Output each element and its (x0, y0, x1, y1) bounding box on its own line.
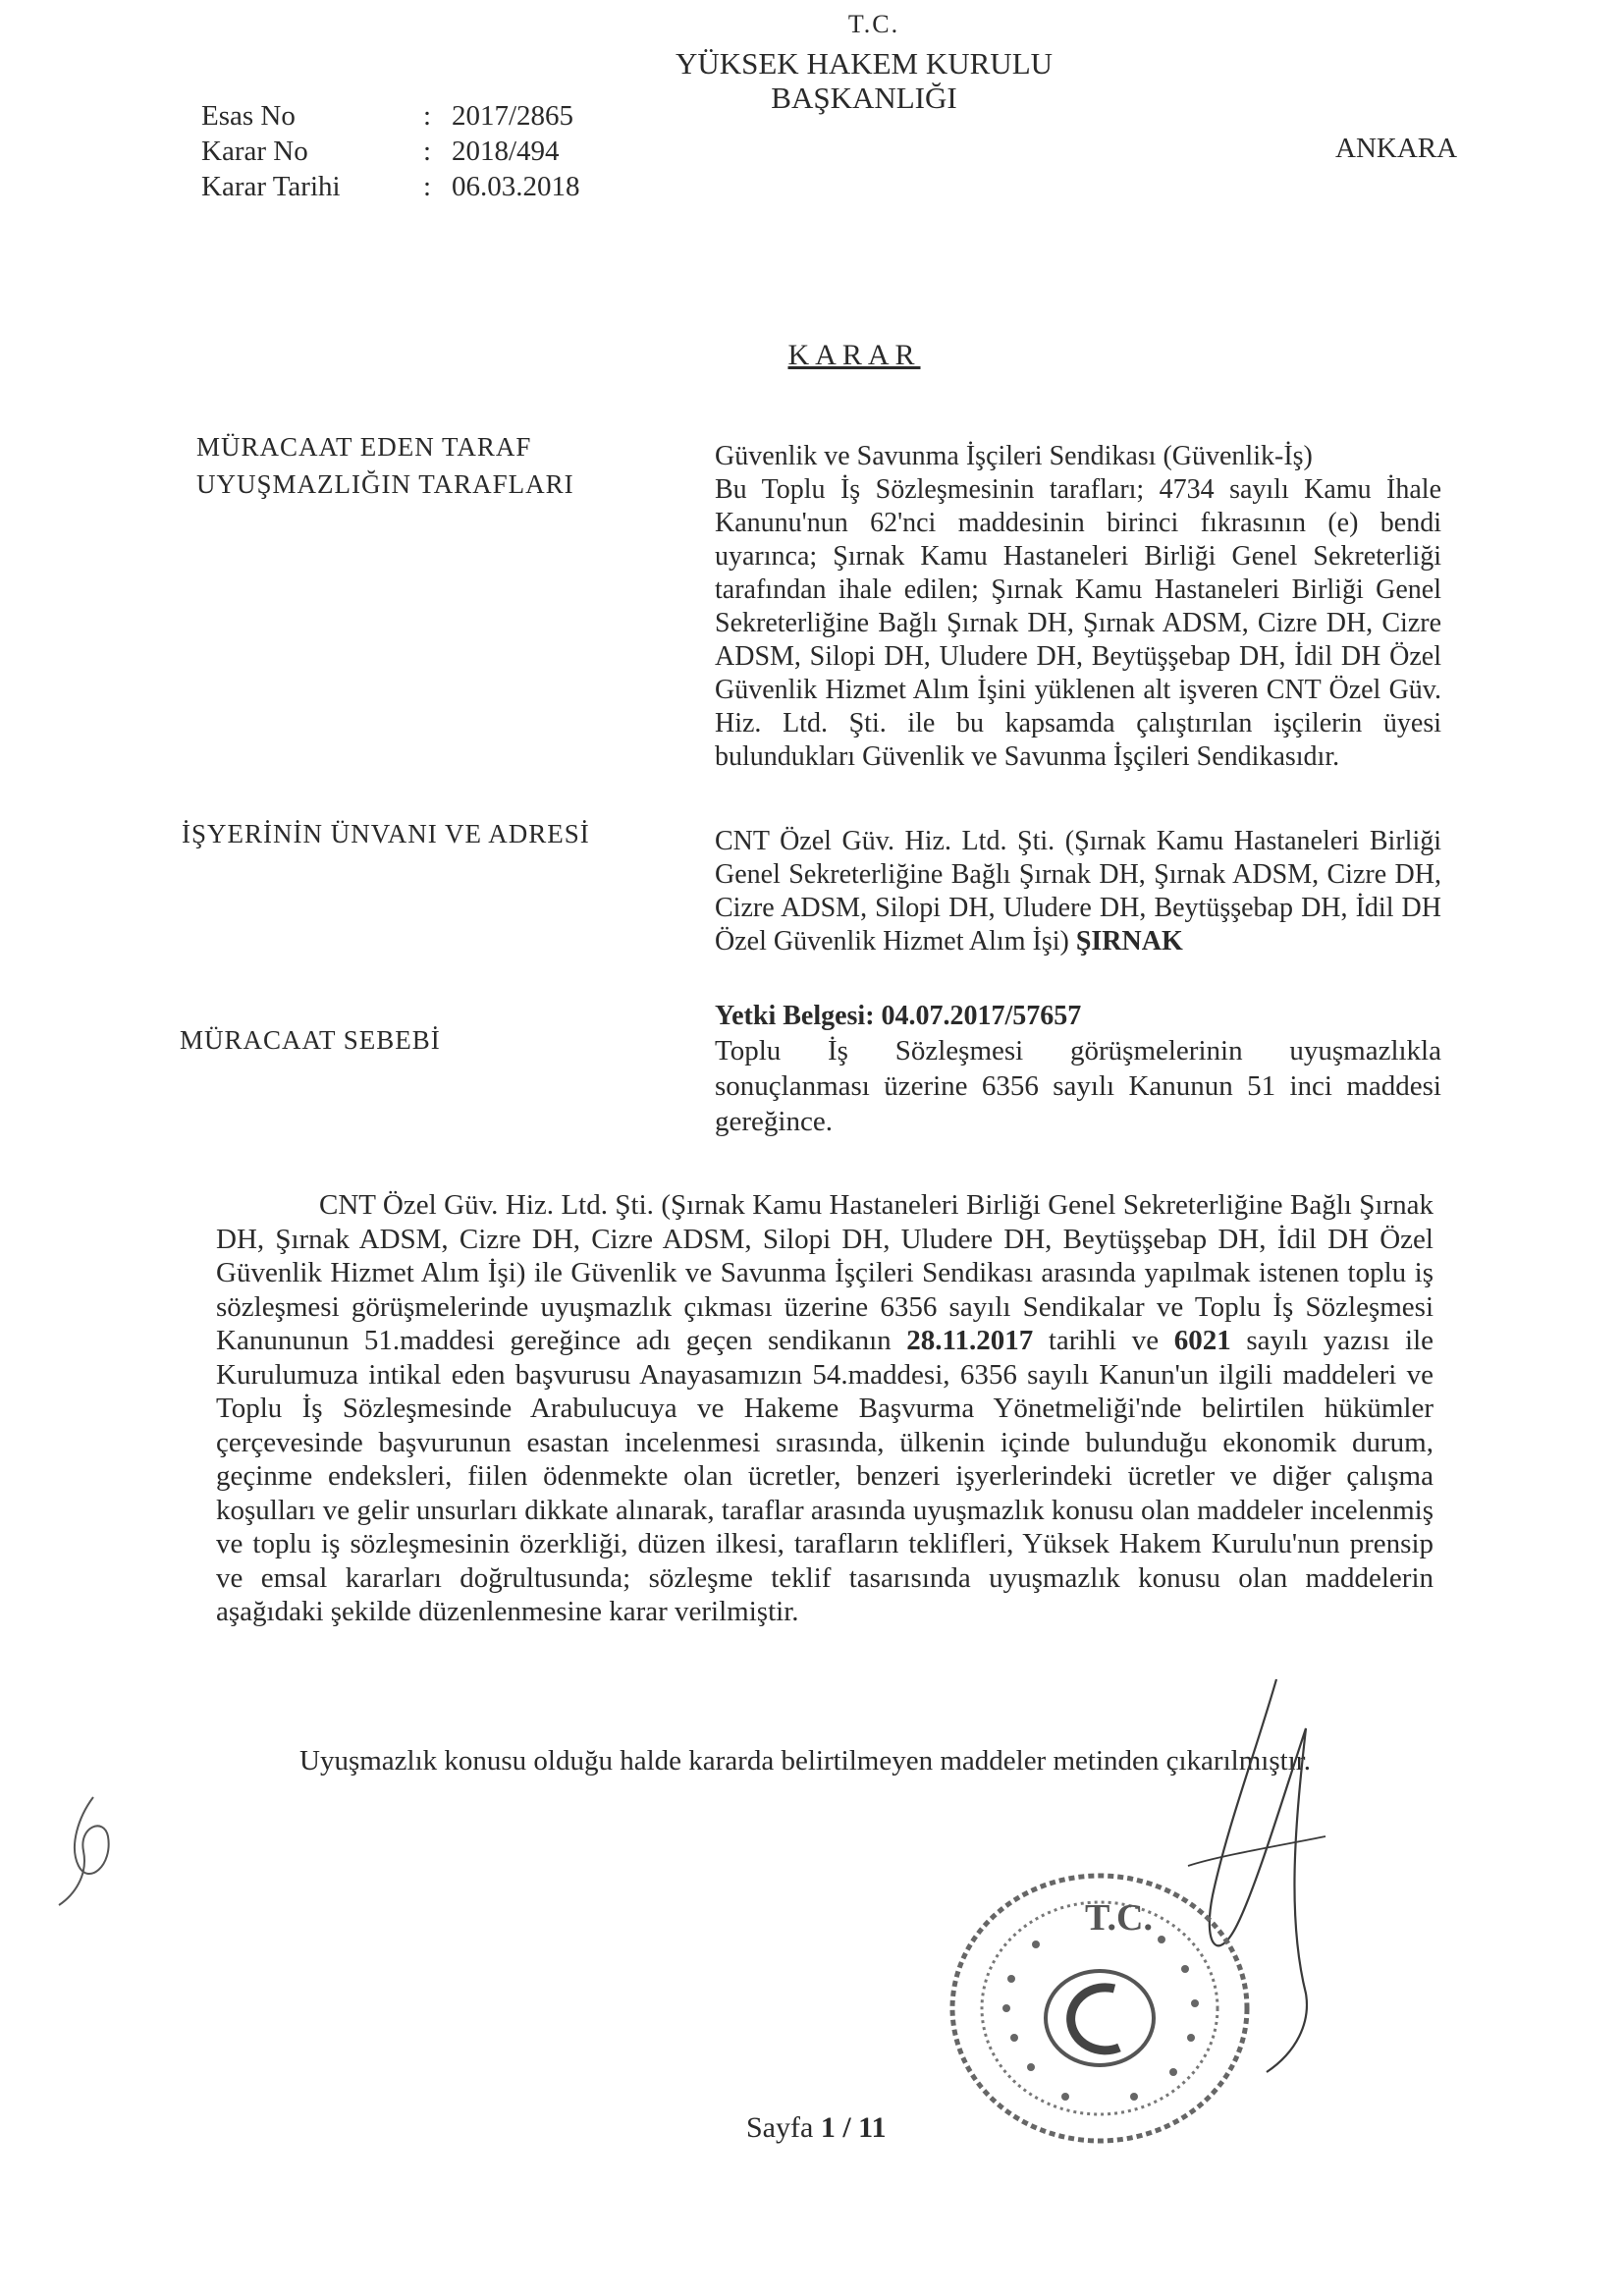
p1-text-c: sayılı yazısı ile Kurulumuza intikal eden başvurusu Anayasamızın 54.maddesi, 6356 sayılı Kanun'un ilgili maddeleri ve Toplu İş Sözleşmesinde Arabulucuya ve Hakeme Başvurma Yönetmeliği'nde belirtilen hükümler çerçevesinde başvurunun esastan incelenmesi sırasında, ülkenin içinde bulunduğu ekonomik durum, geçinme endeksleri, fiilen ödenmekte olan ücretler, benzeri işyerlerindeki ücretler ve diğer çalışma koşulları ve gelir unsurları dikkate alınarak, taraflar arasında uyuşmazlık konusu olan maddeler incelenmiş ve toplu iş sözleşmesinin özerkliği, düzen ilkesi, tarafların teklifleri, Yüksek Hakem Kurulu'nun prensip ve emsal kararları doğrultusunda; sözleşme teklif tasarısında uyuşmazlık konusu olan maddelerin aşağıdaki şekilde düzenlenmesine karar verilmiştir. (216, 1325, 1434, 1627)
tarih-row (201, 169, 580, 204)
colon: : (422, 136, 432, 167)
body-paragraph-1 (216, 1188, 1434, 1629)
isyeri-text: CNT Özel Güv. Hiz. Ltd. Şti. (Şırnak Kamu Hastaneleri Birliği Genel Sekreterliğine Bağlı Şırnak DH, Şırnak ADSM, Cizre DH, Cizre ADSM, Silopi DH, Uludere DH, Beytüşşebap DH, İdil DH Özel Güvenlik Hizmet Alım İşi) (715, 826, 1441, 957)
isyeri-label: İŞYERİNİN ÜNVANI VE ADRESİ (182, 819, 590, 848)
muracaat-eden-label: MÜRACAAT EDEN TARAF (196, 432, 532, 462)
page-current: 1 (820, 2111, 836, 2144)
p1-number: 6021 (1173, 1325, 1231, 1356)
city: ANKARA (1335, 133, 1458, 164)
yetki-belgesi: Yetki Belgesi: 04.07.2017/57657 (715, 1001, 1082, 1031)
taraflar-label: UYUŞMAZLIĞIN TARAFLARI (196, 469, 574, 499)
official-stamp (938, 1861, 1262, 2165)
p1-text-b: tarihli ve (1048, 1325, 1160, 1356)
page-label: Sayfa (746, 2111, 814, 2144)
tarih-label: Karar Tarihi (201, 171, 341, 202)
esas-row (201, 98, 580, 134)
header-tc: T.C. (847, 10, 900, 38)
taraflar-value: Bu Toplu İş Sözleşmesinin tarafları; 4734 sayılı Kamu İhale Kanunu'nun 62'nci maddesinin birinci fıkrasının (e) bendi uyarınca; Şırnak Kamu Hastaneleri Birliği Genel Sekreterliği tarafından ihale edilen; Şırnak Kamu Hastaneleri Birliği Genel Sekreterliğine Bağlı Şırnak DH, Şırnak ADSM, Cizre DH, Cizre ADSM, Silopi DH, Uludere DH, Beytüşşebap DH, İdil DH Özel Güvenlik Hizmet Alım İşini yüklenen alt işveren CNT Özel Güv. Hiz. Ltd. Şti. ile bu kapsamda çalıştırılan işçilerin üyesi bulundukları Güvenlik ve Savunma İşçileri Sendikasıdır. (715, 474, 1441, 772)
tarih-value: 06.03.2018 (452, 171, 580, 202)
page-total: 11 (858, 2111, 887, 2144)
p1-date: 28.11.2017 (906, 1325, 1034, 1356)
stamp-text: T.C. (1085, 1897, 1153, 1939)
sebep-value: Toplu İş Sözleşmesi görüşmelerinin uyuşmazlıkla sonuçlanması üzerine 6356 sayılı Kanunun 51 inci maddesi gereğince. (715, 1035, 1441, 1137)
esas-label: Esas No (201, 100, 296, 132)
karar-row (201, 134, 580, 169)
body-paragraph-2: Uyuşmazlık konusu olduğu halde kararda belirtilmeyen maddeler metinden çıkarılmıştır. (299, 1745, 1312, 1777)
karar-value: 2018/494 (452, 136, 560, 167)
esas-value: 2017/2865 (452, 100, 574, 132)
colon: : (422, 171, 432, 202)
case-meta (201, 98, 580, 204)
karar-label: Karar No (201, 136, 308, 167)
page-separator: / (842, 2111, 851, 2144)
p1-text-a: CNT Özel Güv. Hiz. Ltd. Şti. (Şırnak Kamu Hastaneleri Birliği Genel Sekreterliğine Bağlı Şırnak DH, Şırnak ADSM, Cizre DH, Cizre ADSM, Silopi DH, Uludere DH, Beytüşşebap DH, İdil DH Özel Güvenlik Hizmet Alım İşi) ile Güvenlik ve Savunma İşçileri Sendikası arasında yapılmak istenen toplu iş sözleşmesi görüşmelerinde uyuşmazlık çıkması üzerine 6356 sayılı Sendikalar ve Toplu İş Sözleşmesi Kanununun 51.maddesi gereğince adı geçen sendikanın (216, 1189, 1434, 1356)
document-title: KARAR (787, 339, 921, 371)
institution-subtitle: BAŞKANLIĞI (771, 81, 957, 115)
colon: : (422, 100, 432, 132)
sebep-label: MÜRACAAT SEBEBİ (180, 1025, 441, 1055)
isyeri-city: ŞIRNAK (1075, 926, 1183, 957)
isyeri-value (715, 825, 1441, 958)
page-indicator (746, 2111, 887, 2145)
institution-name: YÜKSEK HAKEM KURULU (675, 46, 1054, 81)
handwritten-initial (39, 1758, 128, 1915)
muracaat-eden-value: Güvenlik ve Savunma İşçileri Sendikası (Güvenlik-İş) (715, 441, 1313, 471)
